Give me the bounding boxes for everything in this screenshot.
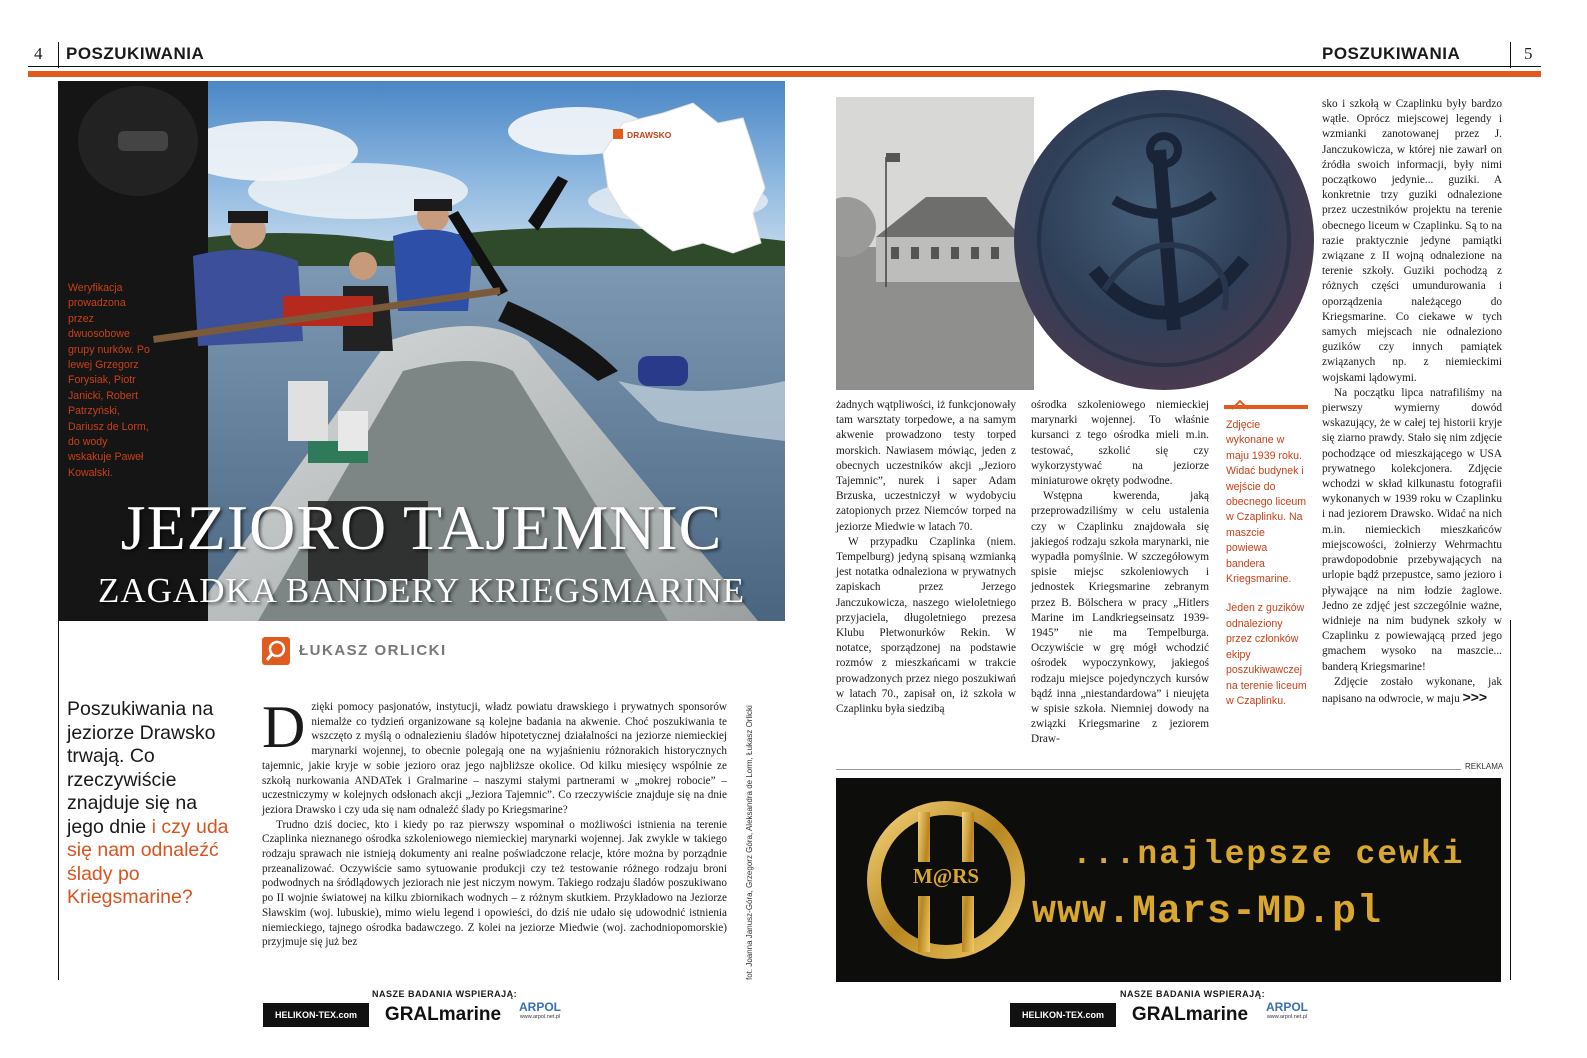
header-divider-left <box>58 42 59 68</box>
header-accent-bar <box>28 71 1541 77</box>
sponsor-logo-arpol-right[interactable] <box>1262 1000 1312 1030</box>
ad-url-link[interactable]: www.Mars-MD.pl <box>1032 890 1383 935</box>
intro-paragraph-2: Trudno dziś dociec, kto i kiedy po raz pierwszy wspominał o możliwości istnienia na terenie Czaplinka nieznanego ośrodka szkoleniowego niemieckiej marynarki wojennej. Jak zwykle w takiego rodzaju sprawach nie istnieją dokumenty ani realne poświadczone relacje, które można by porządnie przeanalizować. Oczywiście samo sytuowanie produkcji czy też testowanie różnego rodzaju broni podwodnych na śródlądowych jeziorach nie jest niczym nowym. Takiego rodzaju śladów poszukiwano po II wojnie światowej na kilku zbiornikach wodnych – z różnym skutkiem. Przykładowo na Jeziorze Sławskim (woj. lubuskie), mimo wielu legend i opowieści, do dziś nie udało się udowodnić istnienia niemieckiego, tajnego ośrodka badawczego. Z kolei na jeziorze Miedwie (woj. zachodniopomorskie) przyjmuje się już bez <box>262 818 727 949</box>
hero-photo <box>58 81 785 621</box>
sponsors-label-left: NASZE BADANIA WSPIERAJĄ: <box>372 989 518 999</box>
advertisement[interactable] <box>836 778 1501 982</box>
header-divider-right <box>1510 42 1511 68</box>
kriegsmarine-button-photo <box>1014 90 1314 390</box>
lead-plain: Poszukiwania na jeziorze Drawsko trwają. Co rzeczywiście znajduje się na jego dnie <box>67 698 216 838</box>
column-1-paragraph-2: W przypadku Czaplinka (niem. Tempelburg) jedyną spisaną wzmianką jest notatka odnaleziona w prywatnych zapiskach przez Jerzego Janczukowicza, naszego wieloletniego przyjaciela, długoletniego prezesa Klubu Płetwonurków Rekin. W notatce, sporządzonej na podstawie rozmów z mieszkańcami w trakcie prowadzonych przez niego poszukiwań w latach 70., zapisał on, iż szkoła w Czaplinku była siedzibą <box>836 535 1016 716</box>
arpol-url-left: www.arpol.net.pl <box>519 1014 561 1020</box>
intro-paragraph-1: zięki pomocy pasjonatów, instytucji, władz powiatu drawskiego i prywatnych sponsorów niemalże co tydzień organizowane są kolejne badania na akwenie. Choć poszukiwania te wszczęto z myślą o odnalezieniu śladów hipotetycznej działalności na jeziorze niemieckiej marynarki wojennej, to obecnie polegają one na wyjaśnieniu różnorakich historycznych tajemnic, jakie kryje w sobie jezioro oraz jego najbliższe okolice. Od kilku miesięcy wspólnie ze szkołą nurkowania ANDATek i Gralmarine – naszymi stałymi partnerami w „mokrej robocie” – uczestniczymy w kolejnych odsłonach akcji „Jeziora Tajemnic”. Co rzeczywiście znajduje się na dnie jeziora Drawsko i czy uda się nam odnaleźć ślady po Kriegsmarine? <box>262 701 727 816</box>
photo-credit: fot. Joanna Janusz-Góra, Grzegorz Góra, Aleksandra de Lorm, Łukasz Orlicki <box>745 705 754 980</box>
side-caption <box>1226 418 1308 709</box>
column-3-paragraph-3 <box>1322 675 1502 707</box>
column-3 <box>1322 97 1502 707</box>
intro-body <box>262 694 727 950</box>
column-2-paragraph-2: Wstępna kwerenda, jaką przeprowadziliśmy w celu ustalenia czy w Czaplinku znajdowała się jakiegoś rodzaju szkoła marynarki, nie wypadła pomyślnie. W szczegółowym spisie miejsc szkoleniowych i jednostek Kriegsmarine zebranym przez B. Bölschera w pracy „Hitlers Marine im Landkriegseinsatz 1939-1945” nie ma Tempelburga. Oczywiście w grę mógł wchodzić ośrodek wypoczynkowy, jakiegoś rodzaju miejsce pojedynczych kursów bądź inna „niestandardowa” i nieujęta w spisie szkoła. Niemniej dowody na związki Kriegsmarine z jeziorem Draw- <box>1031 490 1209 746</box>
sponsor-logo-arpol-left[interactable] <box>515 1000 565 1030</box>
photo-caption: Weryfikacja prowadzona przez dwuosobowe grupy nurków. Po lewej Grzegorz Forysiak, Piotr Janicki, Robert Patrzyński, Dariusz de Lorm, do wody wskakuje Paweł Kowalski. <box>68 282 150 479</box>
school-photo-1939 <box>836 97 1034 390</box>
article-title: JEZIORO TAJEMNIC <box>120 492 723 563</box>
map-marker-icon <box>613 129 623 139</box>
left-page-number: 4 <box>34 44 43 63</box>
column-2-paragraph-1: ośrodka szkoleniowego niemieckiej marynarki wojennej. To właśnie kursanci z tego ośrodka mieli m.in. testować, szkolić się czy wykorzystywać na jeziorze miniaturowe okręty podwodne. <box>1031 399 1209 488</box>
right-page-number: 5 <box>1524 44 1533 63</box>
side-caption-2: Jeden z guzików odnaleziony przez członków ekipy poszukiwawczej na terenie liceum w Czaplinku. <box>1226 602 1307 707</box>
ad-rule <box>836 769 1500 770</box>
column-1 <box>836 398 1016 717</box>
ad-logo-text: M@RS <box>912 864 980 888</box>
article-subtitle: ZAGADKA BANDERY KRIEGSMARINE <box>98 571 745 610</box>
arpol-name-left: ARPOL <box>519 1000 561 1014</box>
poland-map <box>593 93 773 263</box>
column-3-paragraph-3-text: Zdjęcie zostało wykonane, jak napisano na odwrocie, w maju <box>1322 675 1502 705</box>
right-margin-rule <box>1510 620 1511 980</box>
ad-tagline: ...najlepsze cewki <box>1072 836 1465 873</box>
arpol-name-right: ARPOL <box>1266 1000 1308 1014</box>
arpol-url-right: www.arpol.net.pl <box>1266 1014 1308 1020</box>
sponsor-logo-gralmarine-left[interactable]: GRALmarine <box>384 1004 502 1025</box>
dropcap: D <box>262 694 306 760</box>
sponsors-label-right: NASZE BADANIA WSPIERAJĄ: <box>1120 989 1266 999</box>
column-3-paragraph-2: Na początku lipca natrafiliśmy na pierwszy wymierny dowód wskazujący, że w całej tej historii kryje się ziarno prawdy. Stało się nim zdjęcie pochodzące od mieszkającego w USA prywatnego kolekcjonera. Zdjęcie wchodzi w skład kilkunastu fotografii wykonanych w 1939 roku w Czaplinku i nad jeziorem Drawsko. Widać na nich m.in. niemieckich mieszkańców miejscowości, żołnierzy Wehrmachtu prawdopodobnie przebywających na urlopie bądź przepustce, samo jezioro i pływające na nim łodzie żaglowe. Jedno ze zdjęć jest szczególnie ważne, widnieje na nim budynek szkoły w Czaplinku z powiewającą przed jego gmachem wysoko na maszcie... banderą Kriegsmarine! <box>1322 386 1502 673</box>
lead-text <box>67 698 237 910</box>
column-3-paragraph-1: sko i szkołą w Czaplinku były bardzo wątłe. Oprócz miejscowej legendy i wzmianki zanotowanej przez J. Janczukowicza, w której nie zawarł on źródła swoich informacji, były nimi początkowo jedynie... guziki. A konkretnie trzy guziki odnalezione przez uczestników projektu na terenie obecnego liceum w Czaplinku. Są to na razie praktycznie jedyne pamiątki związane z II wojną odnalezione na terenie szkoły. Guziki pochodzą z różnych części umundurowania i oporządzenia należącego do Kriegsmarine. Co ciekawe w tych samych miejscach nie odnaleziono guzików czy innych pamiątek związanych np. z niemieckimi wojskami lądowymi. <box>1322 98 1502 384</box>
sponsor-logo-helikon-left[interactable]: HELIKON-TEX.com <box>263 1003 369 1027</box>
lead-highlight: i czy uda się nam odnaleźć ślady po Kriegsmarine? <box>67 815 229 908</box>
right-section-title: POSZUKIWANIA <box>1322 44 1461 63</box>
continue-arrow-icon: >>> <box>1462 688 1488 705</box>
side-caption-1: Zdjęcie wykonane w maju 1939 roku. Widać budynek i wejście do obecnego liceum w Czaplinku. Na maszcie powiewa bandera Kriegsmarine. <box>1226 419 1307 586</box>
left-margin-rule <box>58 620 59 980</box>
sponsor-logo-helikon-right[interactable]: HELIKON-TEX.com <box>1010 1003 1116 1027</box>
map-label: DRAWSKO <box>627 130 672 140</box>
column-2 <box>1031 398 1209 748</box>
left-section-title: POSZUKIWANIA <box>66 44 205 63</box>
header-rule <box>28 66 1541 67</box>
author-icon <box>262 637 290 665</box>
author-name: ŁUKASZ ORLICKI <box>299 642 447 659</box>
ad-label: REKLAMA <box>1461 762 1503 771</box>
column-1-paragraph-1: żadnych wątpliwości, iż funkcjonowały tam warsztaty torpedowe, a na samym akwenie prowadzono testy torped morskich. Nawiasem mówiąc, jeden z obecnych uczestników akcji „Jezioro Tajemnic”, nurek i saper Adam Brzuska, uczestniczył w wydobyciu zatopionych przez Niemców torped na jeziorze Miedwie w latach 70. <box>836 399 1016 533</box>
caption-pointer-icon <box>1224 397 1308 413</box>
sponsor-logo-gralmarine-right[interactable]: GRALmarine <box>1131 1004 1249 1025</box>
